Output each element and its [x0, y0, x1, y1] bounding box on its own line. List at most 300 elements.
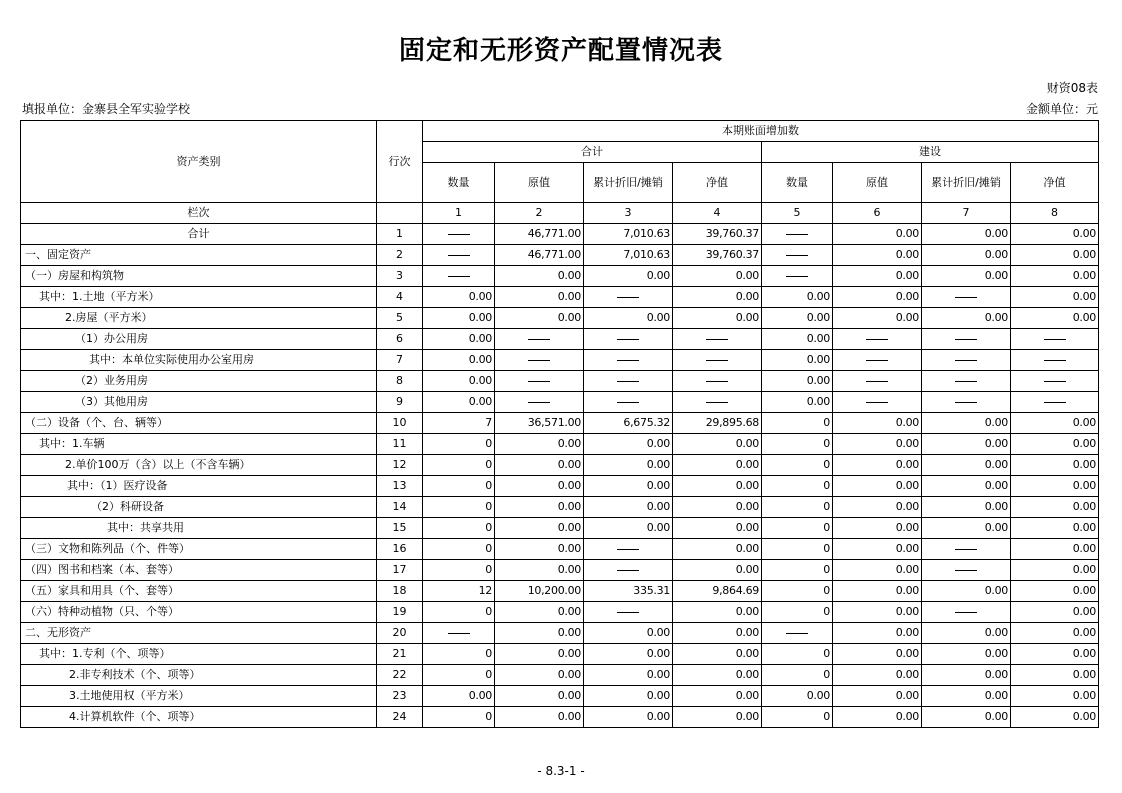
value-cell: 0.00 — [833, 686, 922, 707]
value-cell: 0.00 — [1011, 602, 1099, 623]
not-applicable-dash — [1011, 350, 1099, 371]
value-cell: 0.00 — [922, 518, 1011, 539]
column-number: 1 — [423, 203, 495, 224]
value-cell: 0 — [423, 560, 495, 581]
value-cell: 0.00 — [673, 644, 762, 665]
row-number: 1 — [377, 224, 423, 245]
dash-line — [448, 234, 470, 235]
row-number: 10 — [377, 413, 423, 434]
header-col: 数量 — [423, 163, 495, 203]
table-row — [21, 623, 1099, 644]
not-applicable-dash — [762, 623, 833, 644]
value-cell: 0.00 — [1011, 224, 1099, 245]
value-cell: 0 — [423, 539, 495, 560]
dash-line — [528, 360, 550, 361]
row-label: （2）科研设备 — [21, 497, 377, 518]
row-label: 2.房屋（平方米） — [21, 308, 377, 329]
dash-line — [706, 402, 728, 403]
value-cell: 0.00 — [1011, 476, 1099, 497]
dash-line — [955, 360, 977, 361]
dash-line — [1044, 360, 1066, 361]
dash-line — [786, 255, 808, 256]
value-cell: 46,771.00 — [495, 245, 584, 266]
dash-line — [528, 339, 550, 340]
not-applicable-dash — [922, 350, 1011, 371]
not-applicable-dash — [423, 623, 495, 644]
not-applicable-dash — [584, 539, 673, 560]
value-cell: 0.00 — [1011, 266, 1099, 287]
row-label: （一）房屋和构筑物 — [21, 266, 377, 287]
row-label: （1）办公用房 — [21, 329, 377, 350]
value-cell: 7,010.63 — [584, 224, 673, 245]
dash-line — [866, 381, 888, 382]
row-number: 2 — [377, 245, 423, 266]
value-cell: 0.00 — [495, 287, 584, 308]
row-number: 8 — [377, 371, 423, 392]
value-cell: 0.00 — [584, 518, 673, 539]
value-cell: 0 — [423, 665, 495, 686]
not-applicable-dash — [922, 602, 1011, 623]
value-cell: 0 — [762, 413, 833, 434]
value-cell: 0.00 — [922, 665, 1011, 686]
not-applicable-dash — [495, 350, 584, 371]
dash-line — [786, 234, 808, 235]
dash-line — [448, 276, 470, 277]
header-col: 数量 — [762, 163, 833, 203]
dash-line — [955, 339, 977, 340]
row-label: 合计 — [21, 224, 377, 245]
dash-line — [617, 549, 639, 550]
table-row — [21, 665, 1099, 686]
not-applicable-dash — [1011, 371, 1099, 392]
value-cell: 0.00 — [423, 308, 495, 329]
table-row — [21, 602, 1099, 623]
not-applicable-dash — [495, 392, 584, 413]
value-cell: 0 — [762, 455, 833, 476]
value-cell: 0.00 — [495, 707, 584, 728]
value-cell: 0.00 — [673, 665, 762, 686]
value-cell: 0.00 — [673, 308, 762, 329]
value-cell: 0.00 — [1011, 455, 1099, 476]
value-cell: 0.00 — [495, 623, 584, 644]
value-cell: 0.00 — [584, 665, 673, 686]
not-applicable-dash — [673, 350, 762, 371]
value-cell: 0.00 — [1011, 707, 1099, 728]
dash-line — [448, 633, 470, 634]
value-cell: 0.00 — [495, 434, 584, 455]
value-cell: 0.00 — [833, 560, 922, 581]
value-cell: 0.00 — [673, 434, 762, 455]
value-cell: 0 — [762, 539, 833, 560]
value-cell: 0.00 — [762, 329, 833, 350]
value-cell: 0.00 — [1011, 308, 1099, 329]
row-label: 其中：共享共用 — [21, 518, 377, 539]
row-number: 12 — [377, 455, 423, 476]
dash-line — [617, 612, 639, 613]
value-cell: 0.00 — [1011, 413, 1099, 434]
value-cell: 0.00 — [495, 539, 584, 560]
header-row-no: 行次 — [377, 121, 423, 203]
row-label: （四）图书和档案（本、套等） — [21, 560, 377, 581]
asset-table — [20, 120, 1099, 728]
row-number: 21 — [377, 644, 423, 665]
row-label: 2.非专利技术（个、项等） — [21, 665, 377, 686]
header-total-group: 合计 — [423, 142, 762, 163]
value-cell: 0.00 — [423, 686, 495, 707]
table-body — [21, 224, 1099, 728]
row-number: 19 — [377, 602, 423, 623]
value-cell: 0.00 — [584, 266, 673, 287]
column-number: 6 — [833, 203, 922, 224]
dash-line — [617, 570, 639, 571]
column-number: 5 — [762, 203, 833, 224]
table-row — [21, 497, 1099, 518]
value-cell: 0 — [423, 455, 495, 476]
dash-line — [617, 381, 639, 382]
row-label: 4.计算机软件（个、项等） — [21, 707, 377, 728]
dash-line — [955, 297, 977, 298]
not-applicable-dash — [673, 371, 762, 392]
not-applicable-dash — [495, 371, 584, 392]
value-cell: 0.00 — [1011, 560, 1099, 581]
not-applicable-dash — [833, 392, 922, 413]
not-applicable-dash — [833, 329, 922, 350]
value-cell: 0.00 — [495, 665, 584, 686]
dash-line — [866, 402, 888, 403]
row-label: （2）业务用房 — [21, 371, 377, 392]
not-applicable-dash — [673, 392, 762, 413]
row-number: 14 — [377, 497, 423, 518]
not-applicable-dash — [922, 560, 1011, 581]
row-label: 其中：1.车辆 — [21, 434, 377, 455]
row-label: 2.单价100万（含）以上（不含车辆） — [21, 455, 377, 476]
value-cell: 0 — [423, 518, 495, 539]
value-cell: 7 — [423, 413, 495, 434]
value-cell: 0 — [762, 434, 833, 455]
value-cell: 0.00 — [584, 434, 673, 455]
row-label: 其中：1.土地（平方米） — [21, 287, 377, 308]
value-cell: 335.31 — [584, 581, 673, 602]
row-label: 一、固定资产 — [21, 245, 377, 266]
value-cell: 0.00 — [495, 560, 584, 581]
dash-line — [955, 570, 977, 571]
value-cell: 0.00 — [423, 371, 495, 392]
dash-line — [955, 402, 977, 403]
value-cell: 0.00 — [922, 245, 1011, 266]
table-row — [21, 245, 1099, 266]
not-applicable-dash — [584, 350, 673, 371]
not-applicable-dash — [423, 224, 495, 245]
row-number: 22 — [377, 665, 423, 686]
value-cell: 0.00 — [833, 644, 922, 665]
value-cell: 0.00 — [833, 707, 922, 728]
row-label: （二）设备（个、台、辆等） — [21, 413, 377, 434]
value-cell: 0.00 — [833, 497, 922, 518]
value-cell: 0.00 — [922, 266, 1011, 287]
filler-unit: 填报单位：金寨县全军实验学校 — [22, 102, 191, 116]
value-cell: 29,895.68 — [673, 413, 762, 434]
value-cell: 10,200.00 — [495, 581, 584, 602]
value-cell: 0.00 — [922, 581, 1011, 602]
table-row — [21, 266, 1099, 287]
value-cell: 0.00 — [833, 623, 922, 644]
value-cell: 0.00 — [1011, 686, 1099, 707]
row-label: 3.土地使用权（平方米） — [21, 686, 377, 707]
row-label: 其中：（1）医疗设备 — [21, 476, 377, 497]
value-cell: 0.00 — [833, 518, 922, 539]
not-applicable-dash — [762, 224, 833, 245]
table-row — [21, 644, 1099, 665]
value-cell: 0.00 — [495, 497, 584, 518]
value-cell: 46,771.00 — [495, 224, 584, 245]
dash-line — [448, 255, 470, 256]
value-cell: 0.00 — [1011, 434, 1099, 455]
not-applicable-dash — [922, 539, 1011, 560]
value-cell: 0.00 — [833, 266, 922, 287]
not-applicable-dash — [762, 266, 833, 287]
not-applicable-dash — [1011, 392, 1099, 413]
not-applicable-dash — [423, 245, 495, 266]
value-cell: 0.00 — [584, 497, 673, 518]
not-applicable-dash — [584, 371, 673, 392]
value-cell: 0.00 — [495, 266, 584, 287]
value-cell: 0.00 — [833, 455, 922, 476]
value-cell: 0.00 — [833, 287, 922, 308]
report-title: 固定和无形资产配置情况表 — [398, 36, 723, 66]
table-row — [21, 287, 1099, 308]
column-number: 4 — [673, 203, 762, 224]
row-number: 6 — [377, 329, 423, 350]
row-label: 其中：1.专利（个、项等） — [21, 644, 377, 665]
not-applicable-dash — [584, 287, 673, 308]
value-cell: 0.00 — [833, 581, 922, 602]
value-cell: 0.00 — [922, 413, 1011, 434]
not-applicable-dash — [584, 392, 673, 413]
value-cell: 0 — [762, 581, 833, 602]
value-cell: 0.00 — [673, 476, 762, 497]
table-row — [21, 413, 1099, 434]
value-cell: 9,864.69 — [673, 581, 762, 602]
row-label: （三）文物和陈列品（个、件等） — [21, 539, 377, 560]
value-cell: 0 — [762, 602, 833, 623]
value-cell: 0.00 — [673, 518, 762, 539]
header-col: 原值 — [495, 163, 584, 203]
row-label: 二、无形资产 — [21, 623, 377, 644]
value-cell: 0.00 — [1011, 245, 1099, 266]
value-cell: 0.00 — [1011, 539, 1099, 560]
value-cell: 0.00 — [423, 287, 495, 308]
value-cell: 0.00 — [1011, 623, 1099, 644]
value-cell: 0 — [762, 518, 833, 539]
value-cell: 0.00 — [833, 602, 922, 623]
value-cell: 0.00 — [922, 434, 1011, 455]
dash-line — [1044, 339, 1066, 340]
value-cell: 0.00 — [762, 371, 833, 392]
header-build-group: 建设 — [762, 142, 1099, 163]
value-cell: 0.00 — [833, 308, 922, 329]
value-cell: 0 — [423, 434, 495, 455]
value-cell: 0.00 — [495, 455, 584, 476]
column-number: 7 — [922, 203, 1011, 224]
column-number: 2 — [495, 203, 584, 224]
value-cell: 0.00 — [673, 497, 762, 518]
value-cell: 39,760.37 — [673, 224, 762, 245]
value-cell: 0.00 — [584, 308, 673, 329]
row-number: 4 — [377, 287, 423, 308]
value-cell: 6,675.32 — [584, 413, 673, 434]
dash-line — [1044, 402, 1066, 403]
value-cell: 0.00 — [1011, 581, 1099, 602]
value-cell: 0.00 — [495, 644, 584, 665]
row-number: 13 — [377, 476, 423, 497]
value-cell: 0.00 — [922, 224, 1011, 245]
not-applicable-dash — [1011, 329, 1099, 350]
value-cell: 0.00 — [922, 623, 1011, 644]
table-row — [21, 392, 1099, 413]
header-col: 净值 — [1011, 163, 1099, 203]
value-cell: 0 — [423, 644, 495, 665]
row-label: 其中：本单位实际使用办公室用房 — [21, 350, 377, 371]
value-cell: 0.00 — [423, 329, 495, 350]
header-col: 累计折旧/摊销 — [922, 163, 1011, 203]
table-row — [21, 581, 1099, 602]
value-cell: 0.00 — [833, 476, 922, 497]
value-cell: 36,571.00 — [495, 413, 584, 434]
header-category: 资产类别 — [21, 121, 377, 203]
value-cell: 0.00 — [922, 686, 1011, 707]
value-cell: 0 — [762, 644, 833, 665]
row-number: 24 — [377, 707, 423, 728]
row-number: 23 — [377, 686, 423, 707]
value-cell: 0.00 — [673, 707, 762, 728]
form-code: 财资08表 — [1046, 81, 1098, 95]
value-cell: 0.00 — [584, 623, 673, 644]
row-number: 3 — [377, 266, 423, 287]
dash-line — [955, 381, 977, 382]
value-cell: 0.00 — [922, 497, 1011, 518]
value-cell: 0.00 — [673, 287, 762, 308]
value-cell: 0.00 — [423, 350, 495, 371]
not-applicable-dash — [584, 560, 673, 581]
table-row — [21, 350, 1099, 371]
table-row — [21, 686, 1099, 707]
value-cell: 0.00 — [833, 539, 922, 560]
table-row — [21, 518, 1099, 539]
dash-line — [786, 633, 808, 634]
header-col: 原值 — [833, 163, 922, 203]
row-label: （3）其他用房 — [21, 392, 377, 413]
not-applicable-dash — [584, 602, 673, 623]
not-applicable-dash — [922, 392, 1011, 413]
row-number: 18 — [377, 581, 423, 602]
value-cell: 0.00 — [833, 665, 922, 686]
value-cell: 0 — [423, 707, 495, 728]
column-row-label: 栏次 — [21, 203, 377, 224]
header-col: 累计折旧/摊销 — [584, 163, 673, 203]
value-cell: 0.00 — [833, 413, 922, 434]
value-cell: 0.00 — [922, 308, 1011, 329]
row-number: 15 — [377, 518, 423, 539]
table-row — [21, 560, 1099, 581]
value-cell: 7,010.63 — [584, 245, 673, 266]
value-cell: 0.00 — [673, 455, 762, 476]
value-cell: 0.00 — [673, 539, 762, 560]
value-cell: 0.00 — [584, 644, 673, 665]
dash-line — [866, 360, 888, 361]
value-cell: 0.00 — [922, 644, 1011, 665]
value-cell: 0.00 — [673, 686, 762, 707]
row-number: 5 — [377, 308, 423, 329]
not-applicable-dash — [833, 371, 922, 392]
dash-line — [955, 549, 977, 550]
column-number: 8 — [1011, 203, 1099, 224]
row-number: 16 — [377, 539, 423, 560]
value-cell: 0.00 — [833, 245, 922, 266]
value-cell: 0.00 — [922, 476, 1011, 497]
dash-line — [528, 381, 550, 382]
table-row — [21, 539, 1099, 560]
table-row — [21, 329, 1099, 350]
page-number: - 8.3-1 - — [537, 764, 585, 778]
dash-line — [617, 402, 639, 403]
value-cell: 0.00 — [1011, 644, 1099, 665]
value-cell: 0 — [423, 602, 495, 623]
value-cell: 0.00 — [495, 686, 584, 707]
row-number: 20 — [377, 623, 423, 644]
value-cell: 0.00 — [584, 476, 673, 497]
value-cell: 0.00 — [495, 518, 584, 539]
not-applicable-dash — [833, 350, 922, 371]
value-cell: 0 — [762, 497, 833, 518]
value-cell: 0.00 — [673, 623, 762, 644]
dash-line — [706, 381, 728, 382]
dash-line — [617, 360, 639, 361]
dash-line — [955, 612, 977, 613]
not-applicable-dash — [495, 329, 584, 350]
dash-line — [1044, 381, 1066, 382]
value-cell: 0 — [423, 497, 495, 518]
value-cell: 0 — [762, 665, 833, 686]
value-cell: 0.00 — [1011, 287, 1099, 308]
dash-line — [866, 339, 888, 340]
value-cell: 0.00 — [762, 350, 833, 371]
value-cell: 0 — [762, 560, 833, 581]
value-cell: 0.00 — [833, 434, 922, 455]
value-cell: 0.00 — [584, 686, 673, 707]
not-applicable-dash — [922, 329, 1011, 350]
value-cell: 0.00 — [922, 707, 1011, 728]
not-applicable-dash — [762, 245, 833, 266]
not-applicable-dash — [423, 266, 495, 287]
dash-line — [528, 402, 550, 403]
value-cell: 0 — [762, 707, 833, 728]
value-cell: 0.00 — [673, 266, 762, 287]
dash-line — [706, 360, 728, 361]
dash-line — [617, 339, 639, 340]
value-cell: 0.00 — [584, 455, 673, 476]
dash-line — [706, 339, 728, 340]
row-number: 7 — [377, 350, 423, 371]
table-row — [21, 308, 1099, 329]
dash-line — [786, 276, 808, 277]
row-number: 17 — [377, 560, 423, 581]
value-cell: 0.00 — [1011, 497, 1099, 518]
not-applicable-dash — [922, 287, 1011, 308]
table-row — [21, 371, 1099, 392]
value-cell: 0.00 — [673, 602, 762, 623]
amount-unit: 金额单位：元 — [1025, 102, 1098, 116]
value-cell: 0.00 — [762, 686, 833, 707]
